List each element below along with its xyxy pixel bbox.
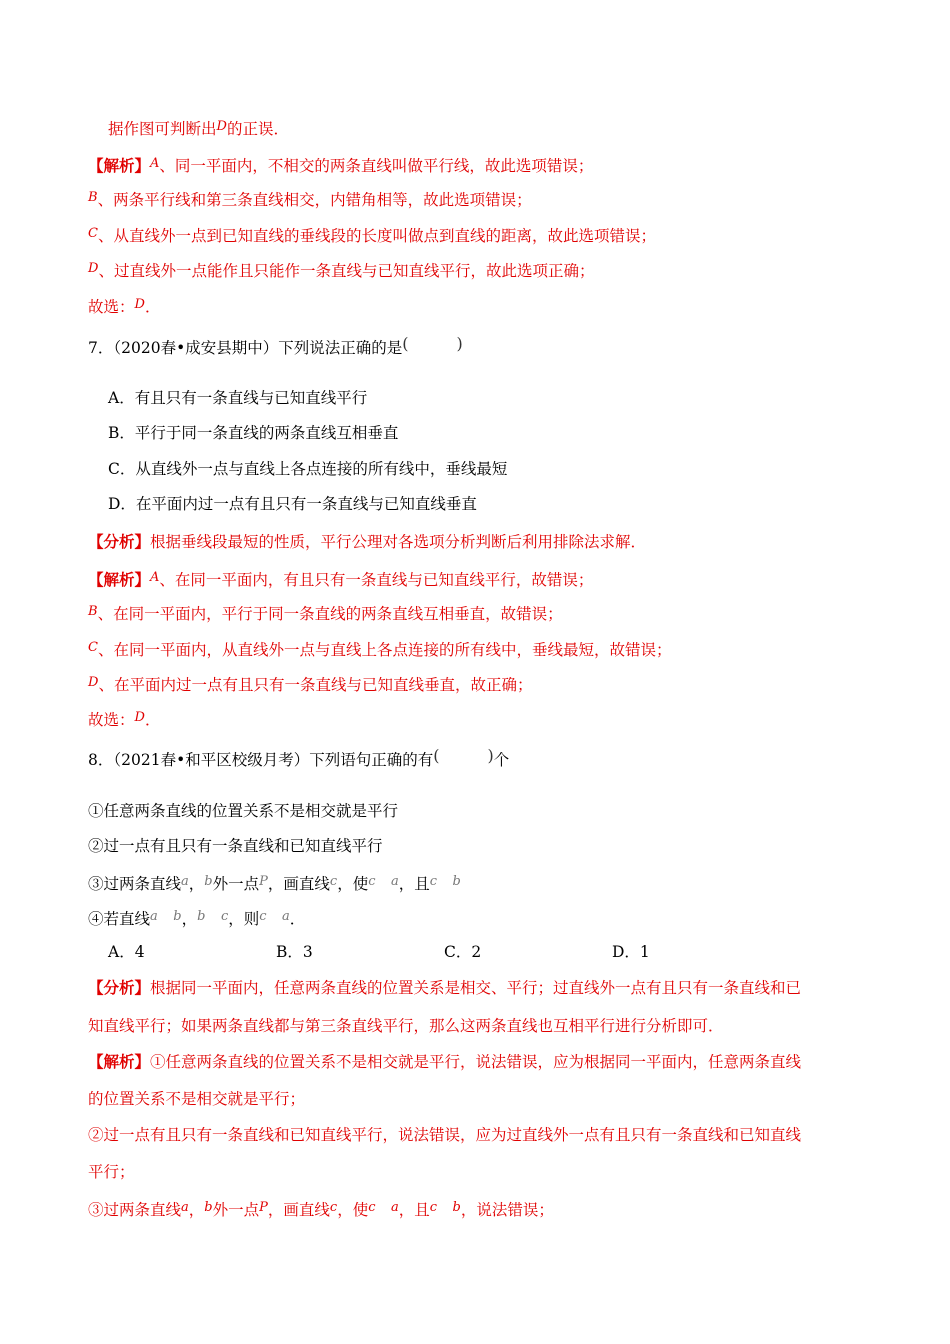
q7-answer: [88, 707, 160, 731]
solution-tag: 【解析】: [88, 156, 151, 175]
solution-text: 、在平面内过一点有且只有一条直线与已知直线垂直，故正确；: [98, 676, 533, 694]
var-b: b: [173, 909, 182, 924]
choice-b: B．3: [276, 943, 313, 961]
solution-tag: 【解析】: [88, 570, 151, 589]
q8-statement-3: ③过两条直线$^a$，$^b$外一点$^P$，画直线$^c$，使$^c$ $^a$，且$^c$ $^b$: [88, 874, 461, 893]
intro-line: [108, 116, 289, 140]
var-A: A: [150, 570, 160, 585]
question-number: 8．: [88, 751, 114, 769]
var-D: D: [88, 261, 99, 276]
solution-text: 、在同一平面内，平行于同一条直线的两条直线互相垂直，故错误；: [97, 605, 563, 623]
var-c: c: [368, 1200, 376, 1215]
solution-tag: 【解析】: [88, 1052, 151, 1071]
var-C: C: [88, 640, 98, 655]
solution-text: 、同一平面内，不相交的两条直线叫做平行线，故此选项错误；: [159, 157, 594, 175]
answer-paren: ( ): [402, 334, 463, 353]
q7-solution-c: [88, 637, 671, 661]
choice-c: C．2: [444, 943, 482, 961]
statement-text: ，画直线: [267, 875, 330, 893]
solution-text: 、两条平行线和第三条直线相交，内错角相等，故此选项错误；: [97, 191, 532, 209]
question-stem: 下列说法正确的是: [278, 339, 403, 357]
var-a: a: [282, 909, 290, 924]
q6-solution-line-c: [88, 223, 656, 247]
var-b: b: [204, 874, 213, 889]
q7-option-c: C．从直线外一点与直线上各点连接的所有线中，垂线最短: [108, 460, 508, 478]
var-c: c: [259, 909, 267, 924]
q6-solution-line-a: [88, 153, 593, 177]
q8-solution-3: ③过两条直线$^a$，$^b$外一点$^P$，画直线$^c$，使$^c$ $^a$，且$^c$ $^b$，说法错误；: [88, 1200, 554, 1219]
choice-a: A．4: [108, 943, 145, 961]
statement-text: 外一点: [212, 875, 260, 893]
q7-solution-d: [88, 672, 532, 696]
intro-text: 据作图可判断出: [108, 120, 217, 138]
var-c: c: [368, 874, 376, 889]
q8-solution-1b: 的位置关系不是相交就是平行；: [88, 1090, 306, 1108]
solution-text: ①任意两条直线的位置关系不是相交就是平行，说法错误，应为根据同一平面内，任意两条直线: [150, 1053, 802, 1071]
q7-option-a: A．有且只有一条直线与已知直线平行: [108, 389, 368, 407]
var-c: c: [220, 909, 229, 924]
solution-text: ，且: [398, 1201, 430, 1219]
solution-text: 、在同一平面内，从直线外一点与直线上各点连接的所有线中，垂线最短，故错误；: [97, 641, 672, 659]
q7-solution-a: [88, 567, 593, 591]
var-a: a: [181, 1200, 189, 1215]
q6-solution-line-d: [88, 258, 594, 282]
q8-solution-1a: [88, 1051, 801, 1073]
var-a: a: [390, 1200, 399, 1215]
var-c: c: [329, 874, 338, 889]
var-a: a: [181, 874, 189, 889]
var-c: c: [329, 1200, 338, 1215]
answer-paren: ( ): [433, 746, 494, 765]
answer-var: D: [134, 297, 145, 312]
solution-text: ，说法错误；: [460, 1201, 554, 1219]
q6-answer: [88, 294, 160, 318]
q7-option-b: B．平行于同一条直线的两条直线互相垂直: [108, 424, 399, 442]
answer-end: ．: [144, 711, 161, 729]
solution-text: 外一点: [212, 1201, 260, 1219]
answer-end: ．: [144, 298, 161, 316]
question-source: （2021春•和平区校级月考）: [113, 751, 310, 769]
statement-text: ，则: [228, 910, 260, 928]
q7-analysis: [88, 531, 646, 553]
q8-statement-2: ②过一点有且只有一条直线和已知直线平行: [88, 837, 383, 855]
q8-statement-4: ④若直线$^a$ $^b$，$^b$ $^c$，则$^c$ $^a$．: [88, 909, 306, 928]
q8-stem: [88, 745, 509, 771]
answer-label: 故选：: [88, 298, 135, 316]
q8-solution-2a: ②过一点有且只有一条直线和已知直线平行，说法错误，应为过直线外一点有且只有一条直线和已知直线: [88, 1126, 802, 1144]
statement-text: ④若直线: [88, 910, 151, 928]
q7-solution-b: [88, 601, 563, 625]
q8-solution-2b: 平行；: [88, 1163, 135, 1181]
var-b: b: [204, 1200, 213, 1215]
statement-text: ，且: [398, 875, 430, 893]
var-P: P: [259, 874, 268, 889]
analysis-tag: 【分析】: [88, 532, 151, 551]
solution-text: 、过直线外一点能作且只能作一条直线与已知直线平行，故此选项正确；: [98, 262, 595, 280]
var-B: B: [88, 190, 98, 205]
analysis-text: 根据同一平面内，任意两条直线的位置关系是相交、平行；过直线外一点有且只有一条直线和已: [150, 979, 802, 997]
solution-text: 、从直线外一点到已知直线的垂线段的长度叫做点到直线的距离，故此选项错误；: [97, 227, 656, 245]
question-source: （2020春•成安县期中）: [113, 339, 279, 357]
q8-analysis-2: 知直线平行；如果两条直线都与第三条直线平行，那么这两条直线也互相平行进行分析即可．: [88, 1017, 724, 1035]
solution-text: ，使: [337, 1201, 369, 1219]
var-b: b: [452, 1200, 461, 1215]
q8-statement-1: ①任意两条直线的位置关系不是相交就是平行: [88, 802, 399, 820]
answer-var: D: [134, 710, 145, 725]
var-b: b: [197, 909, 206, 924]
choice-d: D．1: [612, 943, 650, 961]
var-a: a: [150, 909, 158, 924]
analysis-tag: 【分析】: [88, 978, 151, 997]
question-stem: 下列语句正确的有: [309, 751, 434, 769]
solution-text: 、在同一平面内，有且只有一条直线与已知直线平行，故错误；: [159, 571, 594, 589]
q8-analysis-1: [88, 977, 801, 999]
var-c: c: [429, 874, 438, 889]
solution-text: ，画直线: [267, 1201, 330, 1219]
statement-text: ③过两条直线: [88, 875, 182, 893]
question-number: 7．: [88, 339, 114, 357]
answer-label: 故选：: [88, 711, 135, 729]
statement-text: ，使: [337, 875, 369, 893]
analysis-text: 根据垂线段最短的性质，平行公理对各选项分析判断后利用排除法求解．: [150, 533, 647, 551]
var-D: D: [88, 675, 99, 690]
var-B: B: [88, 604, 98, 619]
var-b: b: [452, 874, 461, 889]
var-D: D: [216, 119, 227, 134]
q7-option-d: D．在平面内过一点有且只有一条直线与已知直线垂直: [108, 495, 477, 513]
var-A: A: [150, 156, 160, 171]
q6-solution-line-b: [88, 187, 532, 211]
q8-choices: [108, 941, 780, 963]
var-C: C: [88, 226, 98, 241]
q7-stem: [88, 333, 463, 359]
question-stem-end: 个: [493, 751, 510, 769]
solution-text: ③过两条直线: [88, 1201, 182, 1219]
var-P: P: [259, 1200, 268, 1215]
intro-end: 的正误．: [226, 120, 289, 138]
var-c: c: [429, 1200, 438, 1215]
var-a: a: [390, 874, 399, 889]
